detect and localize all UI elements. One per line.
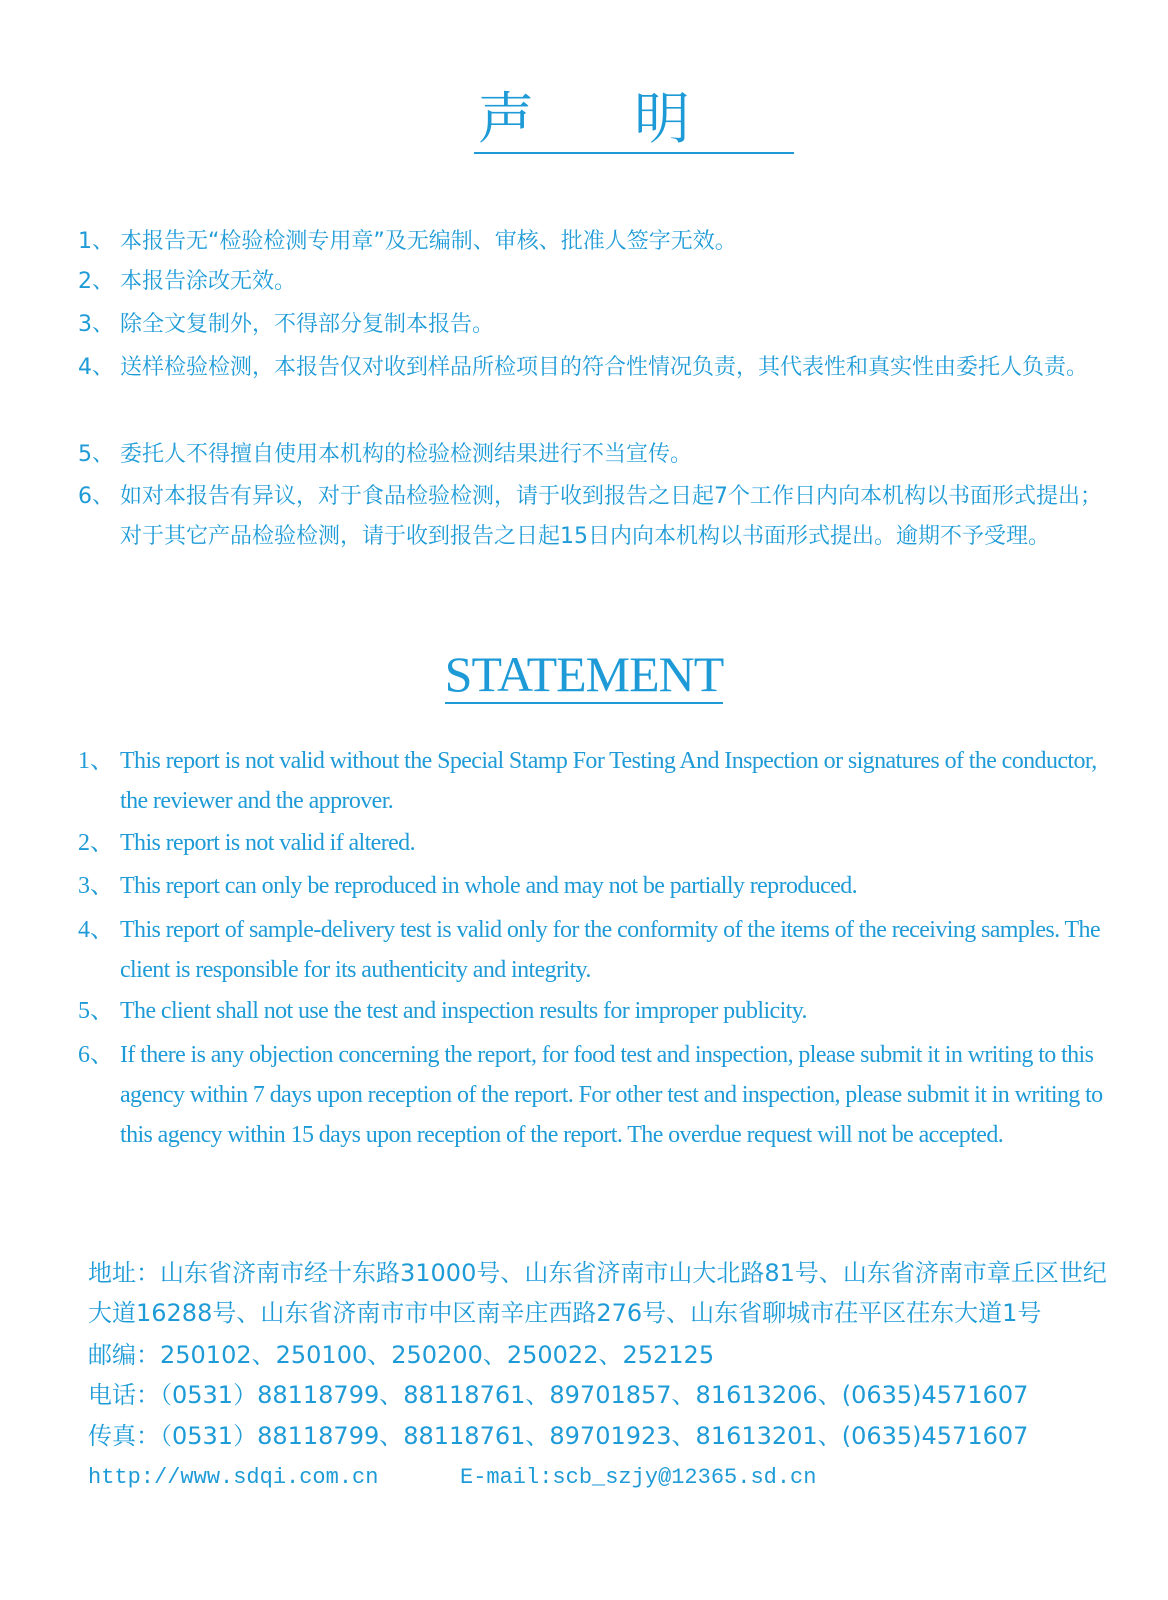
statement-title-en xyxy=(0,644,1168,704)
contact-fax: 传真：（0531）88118799、88118761、89701923、81613201、(0635)4571607 xyxy=(88,1422,1029,1450)
en-item-text: This report can only be reproduced in whole and may not be partially reproduced. xyxy=(120,873,858,899)
website-link[interactable]: http://www.sdqi.com.cn xyxy=(88,1465,379,1490)
en-item-number: 5、 xyxy=(78,998,114,1024)
cn-item-number: 2、 xyxy=(78,269,114,294)
en-item-number: 6、 xyxy=(78,1042,114,1068)
contact-web-row xyxy=(88,1458,1128,1498)
en-item-number: 3、 xyxy=(78,873,114,899)
en-item-text: This report of sample-delivery test is valid only for the conformity of the items of the receiving samples. The client is responsible for its authenticity and integrity. xyxy=(120,917,1101,983)
cn-item-number: 3、 xyxy=(78,312,114,337)
cn-item-3 xyxy=(78,305,1118,345)
en-item-text: If there is any objection concerning the report, for food test and inspection, please submit it in writing to this agency within 7 days upon reception of the report. For other test and inspection, please submit it in writing to this agency within 15 days upon reception of the report. The overdue request will not be accepted. xyxy=(120,1042,1103,1148)
en-item-4 xyxy=(78,910,1118,990)
cn-item-6 xyxy=(78,477,1118,557)
title-cn-text: 声明 xyxy=(474,88,794,154)
cn-item-number: 4、 xyxy=(78,355,114,380)
en-item-5 xyxy=(78,991,1118,1031)
en-item-6 xyxy=(78,1035,1118,1155)
cn-item-number: 5、 xyxy=(78,442,114,467)
cn-item-text: 如对本报告有异议，对于食品检验检测，请于收到报告之日起7个工作日内向本机构以书面形式提出；对于其它产品检验检测，请于收到报告之日起15日内向本机构以书面形式提出。逾期不予受理。 xyxy=(120,484,1103,549)
email-link[interactable]: E-mail:scb_szjy@12365.sd.cn xyxy=(460,1465,817,1490)
en-item-number: 1、 xyxy=(78,748,114,774)
en-item-2 xyxy=(78,823,1118,863)
cn-item-1 xyxy=(78,222,1118,262)
cn-item-2 xyxy=(78,262,1118,302)
cn-item-5 xyxy=(78,435,1118,475)
statement-title-cn xyxy=(0,88,1168,154)
en-item-text: The client shall not use the test and inspection results for improper publicity. xyxy=(120,998,807,1024)
contact-address: 地址：山东省济南市经十东路31000号、山东省济南市山大北路81号、山东省济南市章丘区世纪大道16288号、山东省济南市市中区南辛庄西路276号、山东省聊城市茌平区茌东大道1号 xyxy=(88,1259,1107,1327)
cn-item-text: 除全文复制外，不得部分复制本报告。 xyxy=(120,312,495,337)
cn-item-text: 委托人不得擅自使用本机构的检验检测结果进行不当宣传。 xyxy=(120,442,693,467)
title-en-text: STATEMENT xyxy=(444,646,724,702)
en-item-1 xyxy=(78,741,1118,821)
cn-item-4 xyxy=(78,348,1118,388)
contact-postcode: 邮编：250102、250100、250200、250022、252125 xyxy=(88,1341,715,1369)
cn-item-number: 1、 xyxy=(78,229,114,254)
en-item-number: 2、 xyxy=(78,830,114,856)
cn-item-text: 本报告无“检验检测专用章”及无编制、审核、批准人签字无效。 xyxy=(120,229,737,254)
en-item-text: This report is not valid if altered. xyxy=(120,830,415,856)
cn-item-number: 6、 xyxy=(78,484,114,509)
en-item-number: 4、 xyxy=(78,917,114,943)
en-item-text: This report is not valid without the Special Stamp For Testing And Inspection or signatures of the conductor, the reviewer and the approver. xyxy=(120,748,1097,814)
contact-phone: 电话：（0531）88118799、88118761、89701857、81613206、(0635)4571607 xyxy=(88,1381,1029,1409)
en-item-3 xyxy=(78,866,1118,906)
cn-item-text: 送样检验检测，本报告仅对收到样品所检项目的符合性情况负责，其代表性和真实性由委托人负责。 xyxy=(120,355,1089,380)
cn-item-text: 本报告涂改无效。 xyxy=(120,269,297,294)
